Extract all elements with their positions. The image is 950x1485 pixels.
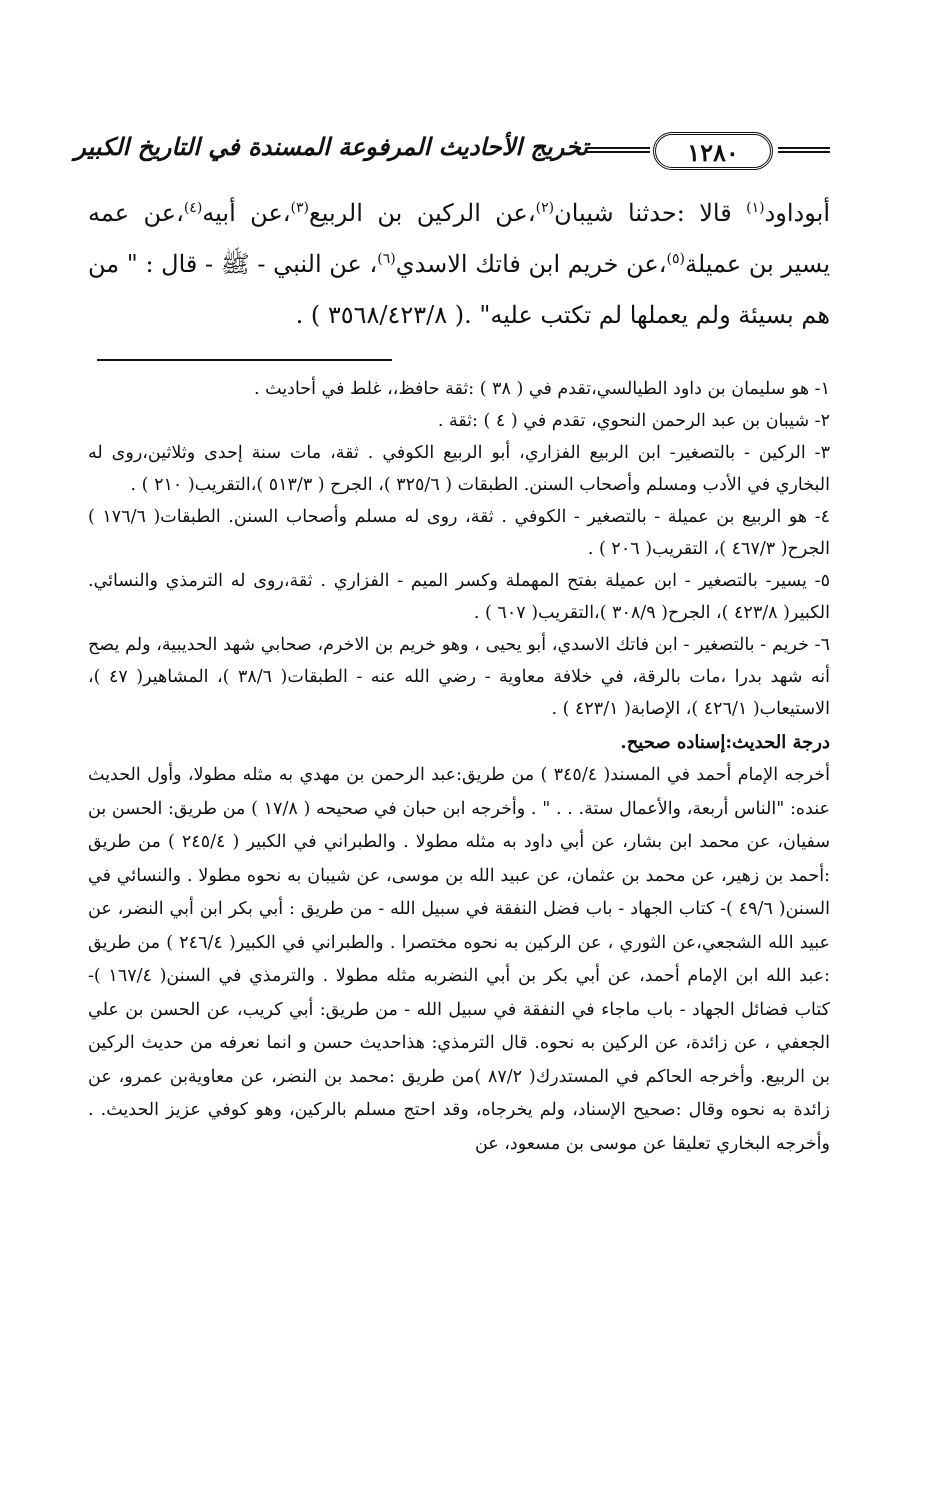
header-rule xyxy=(586,147,650,153)
narrator-text: ،عن الركين بن الربيع xyxy=(308,199,536,227)
page-header xyxy=(74,120,830,184)
takhrij-analysis xyxy=(88,759,830,1161)
hadith-matn: ، عن النبي - ﷺ - قال : " من هم بسيئة ولم يعملها لم تكتب عليه" .( ٣٥٦٨/٤٢٣/٨ ) . xyxy=(88,250,830,329)
footnotes xyxy=(88,373,830,1161)
footnote-item: ٦- خريم - بالتصغير - ابن فاتك الاسدي، أبو يحيى ، وهو خريم بن الاخرم، صحابي شهد الحديبية، ولم يصح أنه شهد بدرا ،مات بالرقة، في خلافة معاوية - رضي الله عنه - الطبقات( ٣٨/٦ )، المشاهير( ٤٧ )، الاستيعاب( ٤٢٦/١ )، الإصابة( ٤٢٣/١ ) . xyxy=(88,635,830,719)
document-page xyxy=(74,120,831,1161)
footnote-item: ٤- هو الربيع بن عميلة - بالتصغير - الكوفي . ثقة، روى له مسلم وأصحاب السنن. الطبقات( ١٧٦/٦ ) الجرح( ٤٦٧/٣ )، التقريب( ٢٠٦ ) . xyxy=(88,507,831,559)
hadith-text xyxy=(88,188,830,341)
analysis-paragraph: أخرجه الإمام أحمد في المسند( ٣٤٥/٤ ) من طريق:عبد الرحمن بن مهدي به مثله مطولا، وأول الحديث عنده: "الناس أربعة، والأعمال ستة. . . " . وأخرجه ابن حبان في صحيحه ( ١٧/٨ ) من طريق: الحسن بن سفيان، عن محمد ابن بشار، عن أبي داود به مثله مطولا . والطبراني في الكبير ( ٢٤٥/٤ ) من طريق :أحمد بن زهير، عن محمد بن عثمان، عن عبيد الله بن موسى، عن شيبان به نحوه مطولا . والنسائي في السنن( ٤٩/٦ )- كتاب الجهاد - باب فضل النفقة في سبيل الله - من طريق : أبي بكر ابن أبي النضر، عن عبيد الله الشجعي،عن الثوري ، عن الركين به نحوه مختصرا . والطبراني في الكبير( ٢٤٦/٤ ) من طريق :عبد الله ابن الإمام أحمد، عن أبي بكر بن أبي النضربه مثله مطولا . والترمذي في السنن( ١٦٧/٤ )- كتاب فضائل الجهاد - باب ماجاء في النفقة في سبيل الله - من طريق: أبي كريب، عن الحسن بن علي الجعفي ، عن زائدة، عن الركين به نحوه. قال الترمذي: هذاحديث حسن و انما نعرفه من حديث الركين بن الربيع. وأخرجه الحاكم في المستدرك( ٨٧/٢ )من طريق :محمد بن النضر، عن معاويةبن عمرو، عن زائدة به نحوه وقال :صحيح الإسناد، ولم يخرجاه، وقد احتج مسلم بالركين، وهو كوفي عزيز الحديث. . وأخرجه البخاري تعليقا عن موسى بن مسعود، عن xyxy=(88,765,830,1154)
page-number: ١٢٨٠ xyxy=(653,132,773,170)
footnote-item: ١- هو سليمان بن داود الطيالسي،تقدم في ( ٣٨ ) :ثقة حافظ،، غلط في أحاديث . xyxy=(253,379,830,399)
footnote-item: ٥- يسير- بالتصغير - ابن عميلة بفتح المهملة وكسر الميم - الفزاري . ثقة،روى له الترمذي والنسائي. الكبير( ٤٢٣/٨ )، الجرح( ٣٠٨/٩ )،التقريب( ٦٠٧ ) . xyxy=(88,571,830,623)
footnote-ref: (٦) xyxy=(377,251,396,267)
footnote-item: ٢- شيبان بن عبد الرحمن النحوي، تقدم في ( ٤ ) :ثقة . xyxy=(437,411,830,431)
narrator-text: أبوداود xyxy=(764,199,830,227)
footnote-ref: (٤) xyxy=(183,200,203,216)
footnote-ref: (٥) xyxy=(666,251,685,267)
narrator-text: ،عن عمه يسير بن عميلة xyxy=(88,199,831,278)
narrator-text: ،عن أبيه xyxy=(202,199,291,227)
footnote-ref: (٣) xyxy=(290,200,309,216)
footnote-separator xyxy=(97,359,392,361)
hadith-grade: درجة الحديث:إسناده صحيح. xyxy=(620,732,830,753)
footnote-item: ٣- الركين - بالتصغير- ابن الربيع الفزاري، أبو الربيع الكوفي . ثقة، مات سنة إحدى وثلاثين،روى له البخاري في الأدب ومسلم وأصحاب السنن. الطبقات ( ٣٢٥/٦ )، الجرح ( ٥١٣/٣ )،التقريب( ٢١٠ ) . xyxy=(88,443,830,495)
header-rule xyxy=(778,147,830,153)
footnote-ref: (١) xyxy=(746,200,765,216)
narrator-text: قالا :حدثنا شيبان xyxy=(554,199,747,227)
book-title: تخريج الأحاديث المرفوعة المسندة في التاريخ الكبير xyxy=(74,132,588,161)
narrator-text: ،عن خريم ابن فاتك الاسدي xyxy=(395,250,667,278)
footnote-ref: (٢) xyxy=(535,200,555,216)
